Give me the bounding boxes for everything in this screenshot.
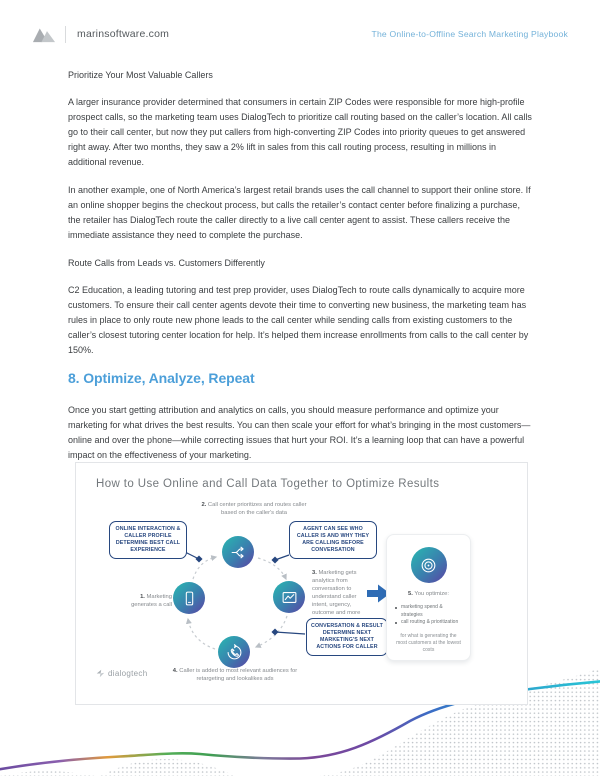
callout-online-interaction: ONLINE INTERACTION & CALLER PROFILE DETERMINE BEST CALL EXPERIENCE (109, 521, 187, 559)
call-loop-icon (226, 644, 243, 661)
analytics-icon (281, 589, 298, 606)
paragraph-insurance-example: A larger insurance provider determined that consumers in certain ZIP Codes were responsible for more high-profile prospect calls, so the marketing team uses DialogTech to prioritize call routing based on the caller’s location. All calls go to their call center, but now they put callers from high-converting ZIP Codes into priority queues to get answered right away. After two months, they saw a 2% lift in sales from this call routing process, resulting in millions in additional revenue. (68, 97, 532, 167)
target-icon (419, 556, 438, 575)
step-4-label: 4. Caller is added to most relevant audiences for retargeting and lookalikes ads (172, 668, 298, 682)
site-link[interactable]: marinsoftware.com (77, 28, 170, 40)
dialogtech-logo-icon (96, 669, 105, 678)
subheading-prioritize-callers: Prioritize Your Most Valuable Callers (68, 70, 213, 80)
optimize-bullet-list (387, 604, 470, 627)
optimize-card (386, 534, 471, 661)
section-heading-optimize: 8. Optimize, Analyze, Repeat (68, 370, 255, 386)
diagram-card (75, 462, 528, 705)
paragraph-c2-education: C2 Education, a leading tutoring and test prep provider, uses DialogTech to route calls dynamically to acquire more customers. To ensure their call center agents devote their time to converting new business, the marketing team has rules in place to only route new phone leads to the call center while sending calls from existing customers to the caller’s closest tutoring center location for help. It’s helped them increase enrollments from calls to the call center by 150%. (68, 285, 529, 355)
subheading-route-calls: Route Calls from Leads vs. Customers Differently (68, 258, 265, 268)
step-2-label: 2. Call center prioritizes and routes caller based on the caller's data (201, 502, 307, 516)
call-loop-node (218, 636, 250, 668)
callout-agent-can-see: AGENT CAN SEE WHO CALLER IS AND WHY THEY ARE CALLING BEFORE CONVERSATION (289, 521, 377, 559)
step-1-label: 1. Marketing generates a call (131, 594, 172, 608)
mobile-phone-icon (181, 590, 198, 607)
optimize-footer-text: for what is generating the most customers at the lowest costs (396, 632, 461, 653)
header-divider (65, 26, 66, 43)
marin-logo-icon (32, 26, 56, 43)
optimize-bullet: marketing spend & strategies (401, 604, 464, 619)
paragraph-retail-example: In another example, one of North America’s largest retail brands uses the call channel to support their online store. If an online shopper begins the checkout process, but calls the retailer’s contact center before finalizing a purchase, the retailer has DialogTech route the caller directly to a live call center agent to assist. These callers receive the immediate assistance they need to complete the purchase. (68, 185, 531, 240)
dialogtech-logo-text: dialogtech (108, 669, 148, 678)
optimize-bullet: call routing & prioritization (401, 619, 464, 627)
playbook-title: The Online-to-Offline Search Marketing Playbook (371, 29, 568, 39)
callout-conversation-result: CONVERSATION & RESULT DETERMINE NEXT MARKETING'S NEXT ACTIONS FOR CALLER (306, 618, 388, 656)
article-body (68, 62, 534, 476)
target-node (411, 547, 447, 583)
diagram-title: How to Use Online and Call Data Together to Optimize Results (96, 478, 440, 490)
step-3-label: 3. Marketing gets analytics from conversation to understand caller intent, urgency, outcome and more (312, 570, 361, 616)
call-routing-node (222, 536, 254, 568)
step-5-label: 5. You optimize: (408, 591, 449, 597)
call-routing-icon (230, 544, 247, 561)
analytics-node (273, 581, 305, 613)
dialogtech-logo (96, 669, 147, 678)
mobile-phone-node (173, 582, 205, 614)
paragraph-optimize-intro: Once you start getting attribution and analytics on calls, you should measure performance and optimize your marketing for what drives the best results. You can then scale your effort for what’s bringing in the most customers—online and over the phone—while correcting issues that hurt your ROI. It’s a learning loop that can have a powerful impact on the effectiveness of your marketing. (68, 405, 531, 460)
page-header (32, 24, 568, 44)
